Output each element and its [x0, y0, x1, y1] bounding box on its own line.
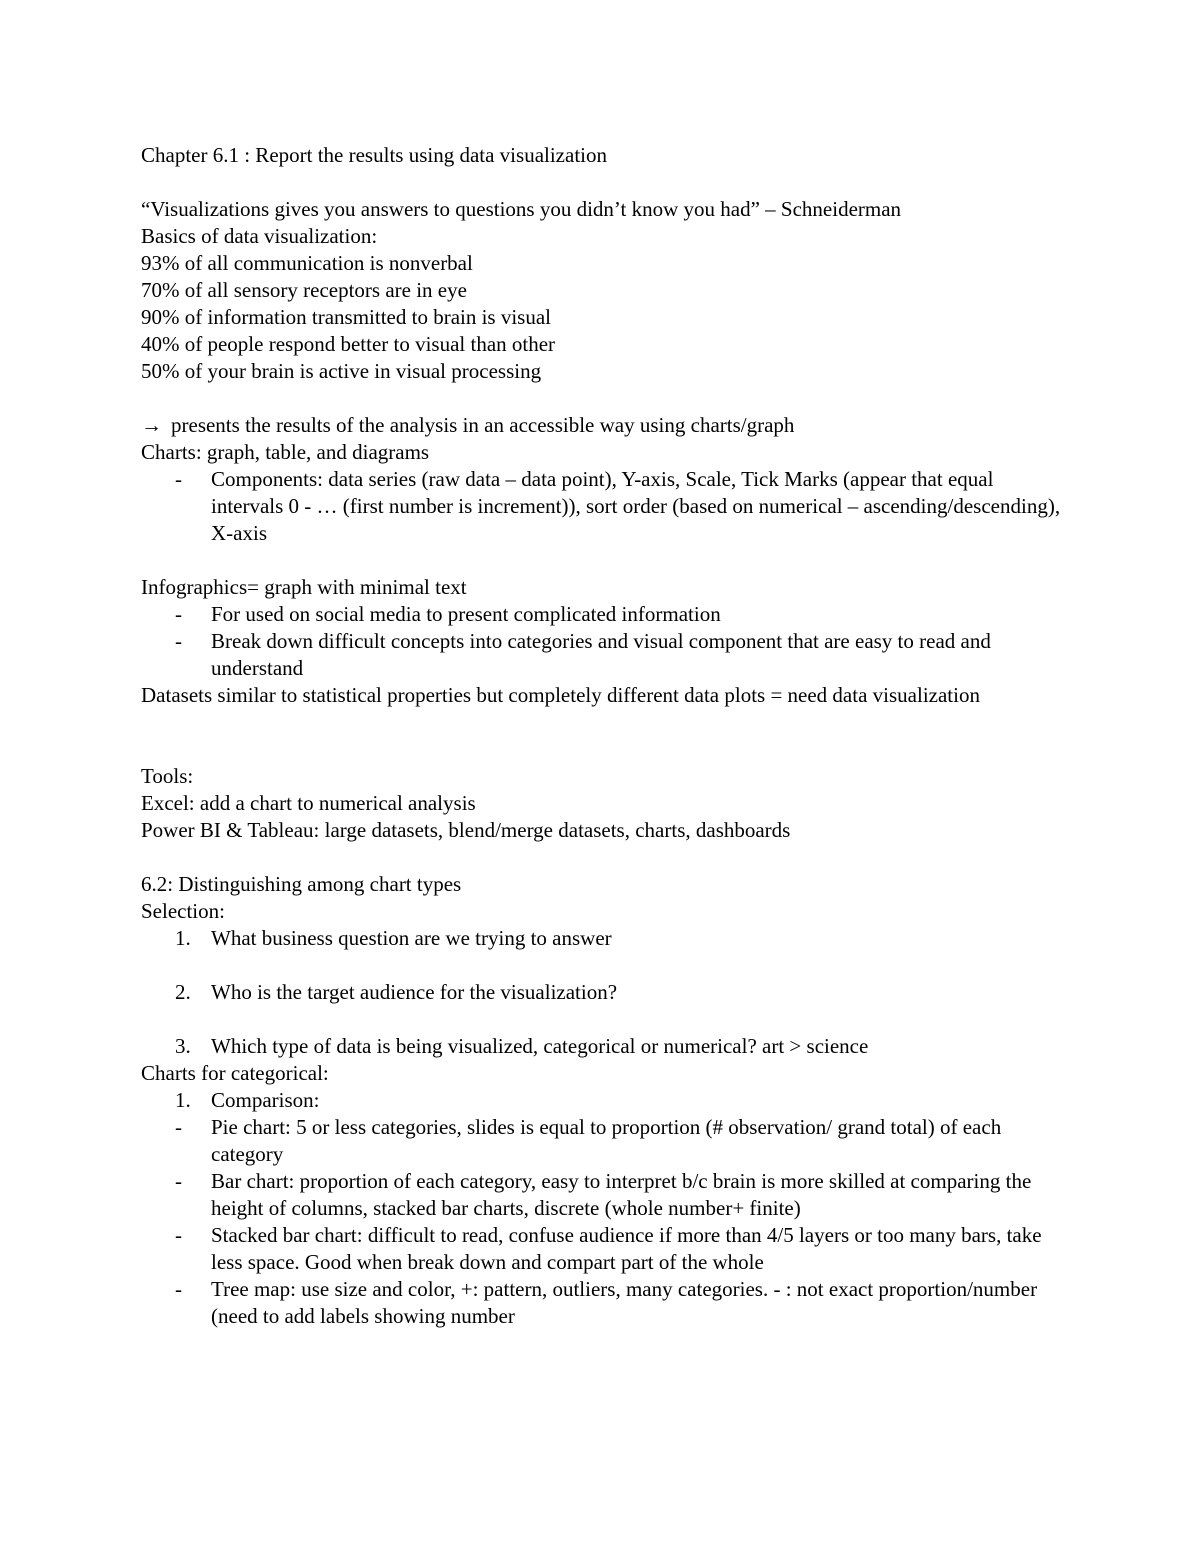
- list-item: [141, 628, 1061, 682]
- chapter-title: Chapter 6.1 : Report the results using data visualization: [141, 143, 607, 167]
- infographics-heading: Infographics= graph with minimal text: [141, 575, 467, 599]
- charts-line: Charts: graph, table, and diagrams: [141, 440, 430, 464]
- numbered-item: [141, 925, 1061, 952]
- tool-line: Power BI & Tableau: large datasets, blend/merge datasets, charts, dashboards: [141, 818, 791, 842]
- stat-line: 90% of information transmitted to brain is visual: [141, 305, 552, 329]
- list-item-text: Bar chart: proportion of each category, easy to interpret b/c brain is more skilled at comparing the height of columns, stacked bar charts, discrete (whole number+ finite): [211, 1169, 1032, 1220]
- numbered-item: [141, 1087, 1061, 1114]
- selection-heading: Selection:: [141, 899, 225, 923]
- list-item-text: For used on social media to present complicated information: [211, 602, 721, 626]
- number-marker: 3.: [175, 1034, 191, 1058]
- dash-marker: -: [175, 467, 182, 491]
- numbered-item-text: Comparison:: [211, 1088, 320, 1112]
- list-item: [141, 1222, 1061, 1276]
- dash-marker: -: [175, 1169, 182, 1193]
- list-item-text: Tree map: use size and color, +: pattern, outliers, many categories. - : not exact proportion/number (need to add labels showing number: [211, 1277, 1038, 1328]
- dash-marker: -: [175, 1277, 182, 1301]
- categorical-heading: Charts for categorical:: [141, 1061, 329, 1085]
- list-item-text: Components: data series (raw data – data point), Y-axis, Scale, Tick Marks (appear that equal intervals 0 - … (first number is increment)), sort order (based on numerical – ascending/descending), X-axis: [211, 467, 1061, 545]
- arrow-line-text: presents the results of the analysis in an accessible way using charts/graph: [171, 413, 795, 437]
- list-item: [141, 466, 1061, 547]
- tool-line: Excel: add a chart to numerical analysis: [141, 791, 476, 815]
- quote: “Visualizations gives you answers to questions you didn’t know you had” – Schneiderman: [141, 197, 902, 221]
- numbered-item: [141, 979, 1061, 1006]
- stat-line: 93% of all communication is nonverbal: [141, 251, 473, 275]
- number-marker: 1.: [175, 1088, 191, 1112]
- numbered-item-text: Who is the target audience for the visualization?: [211, 980, 618, 1004]
- list-item-text: Break down difficult concepts into categories and visual component that are easy to read and understand: [211, 629, 991, 680]
- list-item: [141, 1276, 1061, 1330]
- dash-marker: -: [175, 1115, 182, 1139]
- basics-heading: Basics of data visualization:: [141, 224, 378, 248]
- numbered-item-text: What business question are we trying to answer: [211, 926, 612, 950]
- list-item-text: Stacked bar chart: difficult to read, confuse audience if more than 4/5 layers or too many bars, take less space. Good when break down and compart part of the whole: [211, 1223, 1042, 1274]
- arrow-line: [141, 412, 1061, 439]
- stat-line: 50% of your brain is active in visual processing: [141, 359, 542, 383]
- list-item-text: Pie chart: 5 or less categories, slides is equal to proportion (# observation/ grand total) of each category: [211, 1115, 1002, 1166]
- list-item: [141, 601, 1061, 628]
- numbered-item: [141, 1033, 1061, 1060]
- document-body: [141, 142, 1061, 1330]
- tools-heading: Tools:: [141, 764, 194, 788]
- stat-line: 70% of all sensory receptors are in eye: [141, 278, 467, 302]
- number-marker: 1.: [175, 926, 191, 950]
- dash-marker: -: [175, 629, 182, 653]
- datasets-line: Datasets similar to statistical properties but completely different data plots = need data visualization: [141, 683, 980, 707]
- arrow-right-icon: →: [141, 413, 162, 437]
- list-item: [141, 1114, 1061, 1168]
- numbered-item-text: Which type of data is being visualized, categorical or numerical? art > science: [211, 1034, 869, 1058]
- section-6-2-heading: 6.2: Distinguishing among chart types: [141, 872, 462, 896]
- stat-line: 40% of people respond better to visual than other: [141, 332, 556, 356]
- list-item: [141, 1168, 1061, 1222]
- dash-marker: -: [175, 1223, 182, 1247]
- dash-marker: -: [175, 602, 182, 626]
- number-marker: 2.: [175, 980, 191, 1004]
